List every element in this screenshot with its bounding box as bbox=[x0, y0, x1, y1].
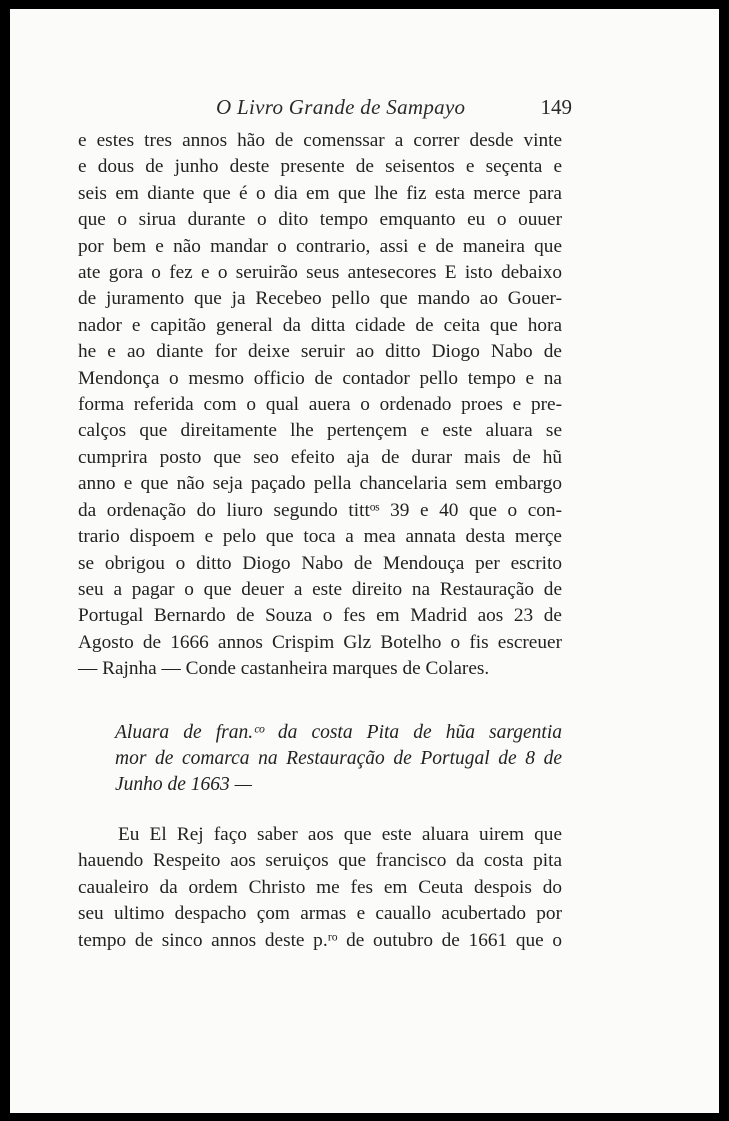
text-line: que o sirua durante o dito tempo emquanto eu o ouuer bbox=[78, 209, 562, 231]
text-line: tempo de sinco annos deste p.ʳᵒ de outubro de 1661 que o bbox=[78, 929, 562, 951]
text-line: hauendo Respeito aos seruiços que francisco da costa pita bbox=[78, 850, 562, 872]
text-line: cumprira posto que seo efeito aja de durar mais de hũ bbox=[78, 446, 562, 468]
text-line: e dous de junho deste presente de seisentos e seçenta e bbox=[78, 156, 562, 178]
text-line: calços que direitamente lhe pertençem e este aluara se bbox=[78, 420, 562, 442]
text-line: Mendonça o mesmo officio de contador pello tempo e na bbox=[78, 367, 562, 389]
heading-line: Aluara de fran.ᶜᵒ da costa Pita de hũa sargentia bbox=[115, 722, 562, 743]
heading-line: Junho de 1663 — bbox=[115, 774, 253, 795]
text-line: Portugal Bernardo de Souza o fes em Madrid aos 23 de bbox=[78, 605, 562, 627]
section-heading bbox=[115, 720, 562, 798]
text-line: Agosto de 1666 annos Crispim Glz Botelho o fis escreuer bbox=[78, 631, 562, 653]
second-paragraph bbox=[78, 822, 562, 954]
text-line: Eu El Rej faço saber aos que este aluara uirem que bbox=[118, 824, 562, 845]
text-line: anno e que não seja paçado pella chancelaria sem embargo bbox=[78, 473, 562, 495]
heading-line: mor de comarca na Restauração de Portugal de 8 de bbox=[115, 748, 562, 769]
body-paragraph bbox=[78, 128, 562, 683]
text-line: he e ao diante for deixe seruir ao ditto Diogo Nabo de bbox=[78, 341, 562, 363]
text-line: trario dispoem e pelo que toca a mea annata desta merçe bbox=[78, 526, 562, 548]
page-number: 149 bbox=[540, 95, 572, 119]
text-line: se obrigou o ditto Diogo Nabo de Mendouça per escrito bbox=[78, 552, 562, 574]
text-line: forma referida com o qual auera o ordenado proes e pre- bbox=[78, 394, 562, 416]
text-line: seu ultimo despacho çom armas e cauallo acubertado por bbox=[78, 903, 562, 925]
text-line: por bem e não mandar o contrario, assi e de maneira que bbox=[78, 235, 562, 257]
page-header bbox=[88, 95, 578, 125]
text-line: seis em diante que é o dia em que lhe fiz esta merce para bbox=[78, 182, 562, 204]
text-line: — Rajnha — Conde castanheira marques de Colares. bbox=[78, 658, 490, 680]
running-title: O Livro Grande de Sampayo bbox=[216, 95, 466, 119]
text-line: nador e capitão general da ditta cidade de ceita que hora bbox=[78, 314, 562, 336]
text-line: da ordenação do liuro segundo tittᵒˢ 39 e 40 que o con- bbox=[78, 499, 562, 521]
text-line: seu a pagar o que deuer a este direito na Restauração de bbox=[78, 578, 562, 600]
text-line: de juramento que ja Recebeo pello que mando ao Gouer- bbox=[78, 288, 562, 310]
text-line: ate gora o fez e o seruirão seus antesecores E isto debaixo bbox=[78, 262, 562, 284]
text-line: e estes tres annos hão de comenssar a correr desde vinte bbox=[78, 130, 562, 151]
text-line: caualeiro da ordem Christo me fes em Ceuta despois do bbox=[78, 876, 562, 898]
